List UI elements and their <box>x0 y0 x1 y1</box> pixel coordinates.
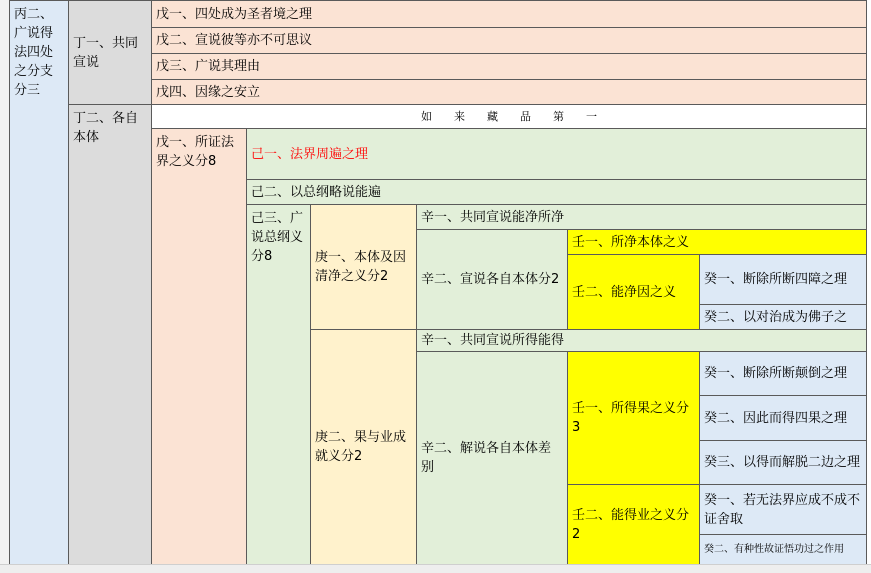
cell-wu4-a-text: 戊四、因缘之安立 <box>156 84 261 100</box>
cell-ding1-text: 丁一、共同宣说 <box>73 35 139 70</box>
cell-bing2[interactable] <box>9 0 69 565</box>
cell-ding2-text: 丁二、各自本体 <box>73 111 139 145</box>
cell-ding1[interactable] <box>68 0 152 105</box>
cell-gui2-b[interactable] <box>699 395 867 441</box>
cell-ren1-a[interactable] <box>567 229 867 255</box>
cell-xin1-b-text: 辛一、共同宣说所得能得 <box>421 333 565 348</box>
cell-xin1-a[interactable] <box>416 204 867 230</box>
cell-gui2-b-text: 癸二、因此而得四果之理 <box>704 410 848 426</box>
cell-gui3-b-text: 癸三、以得而解脱二边之理 <box>704 455 861 470</box>
cell-gui2-c[interactable] <box>699 534 867 565</box>
cell-ren1-b-text: 壬一、所得果之义分3 <box>572 401 690 435</box>
cell-wu3-a-text: 戊三、广说其理由 <box>156 59 261 74</box>
cell-gui2-a-text: 癸二、以对治成为佛子之 <box>704 309 848 325</box>
cell-chapter-title-text: 如 来 藏 品 第 一 <box>421 110 597 123</box>
cell-wu1-b-text: 戊一、所证法界之义分8 <box>156 135 235 169</box>
cell-wu2-a-text: 戊二、宣说彼等亦不可思议 <box>156 33 313 48</box>
cell-bing2-text: 丙二、广说得法四处之分支分三 <box>14 7 54 98</box>
cell-xin2-b-text: 辛二、解说各自本体差别 <box>421 441 552 475</box>
cell-chapter-title[interactable] <box>151 104 867 129</box>
cell-ji1-text: 己一、法界周遍之理 <box>251 146 369 162</box>
cell-gui1-c-text: 癸一、若无法界应成不成不证舍取 <box>704 492 861 527</box>
cell-wu4-a[interactable] <box>151 79 867 105</box>
cell-wu1-a[interactable] <box>151 0 867 28</box>
cell-ji2-text: 己二、以总纲略说能遍 <box>251 184 382 200</box>
cell-gui1-a[interactable] <box>699 254 867 305</box>
cell-ren2-b-text: 壬二、能得业之义分2 <box>572 507 690 542</box>
cell-gui2-a[interactable] <box>699 304 867 330</box>
cell-wu1-a-text: 戊一、四处成为圣者境之理 <box>156 6 313 22</box>
cell-geng1[interactable] <box>310 204 417 330</box>
cell-ren1-b[interactable] <box>567 351 700 485</box>
cell-xin2-b[interactable] <box>416 351 568 565</box>
cell-ren2-a[interactable] <box>567 254 700 330</box>
cell-ji3-text: 己三、广说总纲义分8 <box>251 211 304 264</box>
cell-xin1-b[interactable] <box>416 329 867 352</box>
cell-gui1-b-text: 癸一、断除所断颠倒之理 <box>704 366 848 381</box>
cell-wu1-b[interactable] <box>151 128 247 565</box>
cell-xin2-a[interactable] <box>416 229 568 330</box>
cell-xin1-a-text: 辛一、共同宣说能净所净 <box>421 209 565 225</box>
cell-gui1-a-text: 癸一、断除所断四障之理 <box>704 272 848 287</box>
cell-ren1-a-text: 壬一、所净本体之义 <box>572 234 690 250</box>
cell-wu3-a[interactable] <box>151 53 867 80</box>
cell-xin2-a-text: 辛二、宣说各自本体分2 <box>421 272 560 287</box>
cell-gui3-b[interactable] <box>699 440 867 485</box>
cell-ji2[interactable] <box>246 179 867 205</box>
cell-ji3[interactable] <box>246 204 311 565</box>
cell-wu2-a[interactable] <box>151 27 867 54</box>
cell-geng1-text: 庚一、本体及因清净之义分2 <box>315 250 407 284</box>
cell-ren2-b[interactable] <box>567 484 700 565</box>
cell-gui1-b[interactable] <box>699 351 867 396</box>
cell-geng2-text: 庚二、果与业成就义分2 <box>315 430 407 464</box>
cell-gui1-c[interactable] <box>699 484 867 535</box>
cell-ren2-a-text: 壬二、能净因之义 <box>572 284 677 300</box>
cell-ding2[interactable] <box>68 104 152 565</box>
cell-ji1[interactable] <box>246 128 867 180</box>
cell-geng2[interactable] <box>310 329 417 565</box>
cell-gui2-c-text: 癸二、有种性故证悟功过之作用 <box>704 544 844 555</box>
